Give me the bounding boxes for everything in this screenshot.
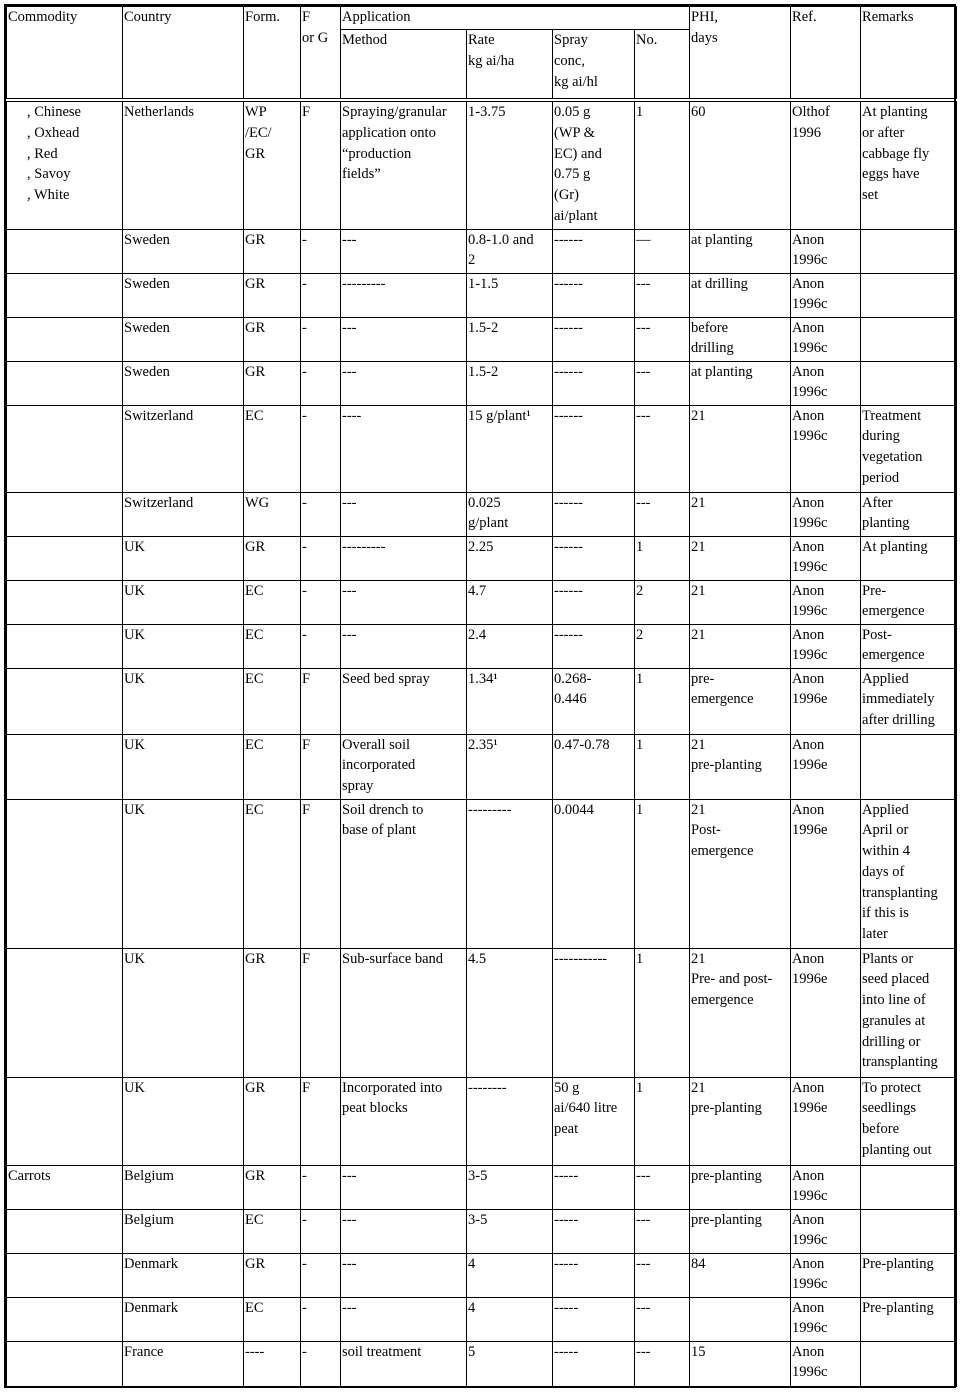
cell-rate: 4	[467, 1253, 553, 1297]
cell-no: 2	[635, 580, 690, 624]
table-row	[7, 1165, 957, 1209]
cell-rate: 0.025 g/plant	[467, 492, 553, 536]
cell-remarks: Post- emergence	[861, 624, 957, 668]
cell-form: ----	[244, 1341, 301, 1386]
cell-no: ---	[635, 361, 690, 405]
cell-method: ---	[341, 1165, 467, 1209]
cell-ref: Anon 1996c	[791, 1253, 861, 1297]
cell-spray-conc: -----	[553, 1297, 635, 1341]
cell-no: ---	[635, 317, 690, 361]
cell-commodity	[7, 1253, 123, 1297]
cell-country: UK	[123, 624, 244, 668]
table-row	[7, 580, 957, 624]
table-row	[7, 1297, 957, 1341]
cell-no: ---	[635, 492, 690, 536]
cell-phi: at drilling	[690, 273, 791, 317]
cell-commodity	[7, 405, 123, 492]
cell-spray-conc: 0.05 g (WP & EC) and 0.75 g (Gr) ai/plant	[553, 100, 635, 229]
cell-method: ---	[341, 317, 467, 361]
table-row	[7, 361, 957, 405]
cell-country: UK	[123, 948, 244, 1077]
header-method: Method	[341, 30, 467, 101]
cell-method: ---	[341, 580, 467, 624]
header-no: No.	[635, 30, 690, 101]
cell-commodity	[7, 1297, 123, 1341]
cell-ref: Anon 1996c	[791, 580, 861, 624]
table-row	[7, 492, 957, 536]
cell-country: Denmark	[123, 1253, 244, 1297]
table-row	[7, 317, 957, 361]
cell-f-or-g: -	[301, 273, 341, 317]
cell-f-or-g: -	[301, 536, 341, 580]
cell-remarks: Pre- emergence	[861, 580, 957, 624]
cell-f-or-g: -	[301, 405, 341, 492]
cell-phi: 21 Post- emergence	[690, 799, 791, 948]
cell-f-or-g: -	[301, 1209, 341, 1253]
cell-remarks	[861, 317, 957, 361]
cell-remarks: Treatment during vegetation period	[861, 405, 957, 492]
cell-phi: before drilling	[690, 317, 791, 361]
cell-spray-conc: -----	[553, 1253, 635, 1297]
cell-country: Switzerland	[123, 492, 244, 536]
cell-country: Sweden	[123, 317, 244, 361]
table-row	[7, 1077, 957, 1165]
cell-form: EC	[244, 1209, 301, 1253]
cell-method: Overall soil incorporated spray	[341, 734, 467, 799]
cell-spray-conc: ------	[553, 624, 635, 668]
table-row	[7, 536, 957, 580]
cell-remarks: After planting	[861, 492, 957, 536]
header-f-or-g: F or G	[301, 7, 341, 101]
cell-method: soil treatment	[341, 1341, 467, 1386]
cell-commodity	[7, 668, 123, 734]
cell-remarks: Applied immediately after drilling	[861, 668, 957, 734]
cell-form: GR	[244, 273, 301, 317]
cell-no: 1	[635, 100, 690, 229]
cell-remarks	[861, 229, 957, 273]
cell-spray-conc: ------	[553, 273, 635, 317]
cell-method: ---	[341, 624, 467, 668]
cell-phi: 21 pre-planting	[690, 734, 791, 799]
cell-phi: pre-planting	[690, 1165, 791, 1209]
cell-form: GR	[244, 229, 301, 273]
cell-commodity	[7, 492, 123, 536]
cell-commodity	[7, 799, 123, 948]
cell-rate: 0.8-1.0 and 2	[467, 229, 553, 273]
cell-remarks: Pre-planting	[861, 1253, 957, 1297]
cell-f-or-g: F	[301, 799, 341, 948]
cell-no: 1	[635, 734, 690, 799]
cell-country: Sweden	[123, 361, 244, 405]
application-table	[6, 6, 957, 1387]
cell-form: GR	[244, 1077, 301, 1165]
cell-spray-conc: ------	[553, 317, 635, 361]
cell-f-or-g: -	[301, 1253, 341, 1297]
cell-method: ---	[341, 1297, 467, 1341]
cell-rate: 4	[467, 1297, 553, 1341]
cell-method: ---	[341, 1253, 467, 1297]
cell-f-or-g: -	[301, 624, 341, 668]
table-row	[7, 229, 957, 273]
table-row	[7, 734, 957, 799]
header-rate: Rate kg ai/ha	[467, 30, 553, 101]
cell-phi: at planting	[690, 361, 791, 405]
cell-remarks	[861, 1165, 957, 1209]
cell-ref: Anon 1996e	[791, 799, 861, 948]
cell-method: Soil drench to base of plant	[341, 799, 467, 948]
cell-f-or-g: -	[301, 1341, 341, 1386]
cell-country: Switzerland	[123, 405, 244, 492]
cell-phi: 21	[690, 492, 791, 536]
cell-form: GR	[244, 361, 301, 405]
cell-f-or-g: F	[301, 1077, 341, 1165]
cell-rate: 3-5	[467, 1209, 553, 1253]
cell-form: EC	[244, 668, 301, 734]
cell-no: 1	[635, 948, 690, 1077]
cell-phi: 21	[690, 624, 791, 668]
cell-phi	[690, 1297, 791, 1341]
cell-ref: Anon 1996c	[791, 1165, 861, 1209]
cell-no: 2	[635, 624, 690, 668]
header-country: Country	[123, 7, 244, 101]
cell-country: France	[123, 1341, 244, 1386]
cell-rate: 1-3.75	[467, 100, 553, 229]
cell-phi: 15	[690, 1341, 791, 1386]
cell-rate: 1.5-2	[467, 361, 553, 405]
cell-method: ---	[341, 1209, 467, 1253]
cell-rate: 1-1.5	[467, 273, 553, 317]
cell-form: EC	[244, 624, 301, 668]
cell-phi: 21	[690, 580, 791, 624]
cell-remarks	[861, 361, 957, 405]
cell-phi: pre-planting	[690, 1209, 791, 1253]
cell-commodity	[7, 361, 123, 405]
cell-country: UK	[123, 536, 244, 580]
table-row	[7, 1253, 957, 1297]
header-remarks: Remarks	[861, 7, 957, 101]
cell-phi: 21 pre-planting	[690, 1077, 791, 1165]
cell-country: Sweden	[123, 273, 244, 317]
cell-ref: Anon 1996c	[791, 624, 861, 668]
cell-ref: Anon 1996c	[791, 361, 861, 405]
table-header	[7, 7, 957, 101]
cell-ref: Anon 1996c	[791, 1341, 861, 1386]
cell-form: EC	[244, 734, 301, 799]
cell-no: —	[635, 229, 690, 273]
table-row	[7, 948, 957, 1077]
header-spray-conc: Spray conc, kg ai/hl	[553, 30, 635, 101]
cell-rate: ---------	[467, 799, 553, 948]
cell-phi: 84	[690, 1253, 791, 1297]
cell-commodity	[7, 536, 123, 580]
cell-commodity	[7, 624, 123, 668]
cell-rate: --------	[467, 1077, 553, 1165]
table-body	[7, 100, 957, 1386]
cell-phi: 21	[690, 536, 791, 580]
cell-no: 1	[635, 1077, 690, 1165]
cell-phi: at planting	[690, 229, 791, 273]
table-row	[7, 624, 957, 668]
table-row	[7, 1341, 957, 1386]
cell-remarks: To protect seedlings before planting out	[861, 1077, 957, 1165]
cell-no: 1	[635, 799, 690, 948]
cell-form: EC	[244, 799, 301, 948]
cell-spray-conc: ------	[553, 492, 635, 536]
cell-f-or-g: F	[301, 668, 341, 734]
cell-rate: 2.35¹	[467, 734, 553, 799]
cell-ref: Anon 1996c	[791, 492, 861, 536]
cell-method: ---	[341, 229, 467, 273]
cell-country: Sweden	[123, 229, 244, 273]
cell-no: ---	[635, 1253, 690, 1297]
cell-rate: 15 g/plant¹	[467, 405, 553, 492]
cell-spray-conc: 0.268- 0.446	[553, 668, 635, 734]
cell-method: ---	[341, 361, 467, 405]
cell-method: ---	[341, 492, 467, 536]
cell-f-or-g: -	[301, 229, 341, 273]
cell-commodity: Carrots	[7, 1165, 123, 1209]
cell-remarks	[861, 1209, 957, 1253]
cell-f-or-g: -	[301, 1165, 341, 1209]
cell-f-or-g: -	[301, 580, 341, 624]
cell-form: WP /EC/ GR	[244, 100, 301, 229]
cell-f-or-g: F	[301, 948, 341, 1077]
cell-country: Belgium	[123, 1209, 244, 1253]
cell-f-or-g: F	[301, 100, 341, 229]
cell-phi: 60	[690, 100, 791, 229]
cell-spray-conc: -----	[553, 1165, 635, 1209]
cell-spray-conc: 0.0044	[553, 799, 635, 948]
cell-ref: Anon 1996e	[791, 734, 861, 799]
cell-form: WG	[244, 492, 301, 536]
table-row	[7, 1209, 957, 1253]
cell-country: Denmark	[123, 1297, 244, 1341]
cell-spray-conc: -----	[553, 1209, 635, 1253]
cell-country: UK	[123, 1077, 244, 1165]
header-phi: PHI, days	[690, 7, 791, 101]
cell-spray-conc: ------	[553, 229, 635, 273]
cell-rate: 4.5	[467, 948, 553, 1077]
cell-phi: pre- emergence	[690, 668, 791, 734]
cell-phi: 21 Pre- and post- emergence	[690, 948, 791, 1077]
cell-form: GR	[244, 948, 301, 1077]
cell-commodity: , Chinese , Oxhead , Red , Savoy , White	[7, 100, 123, 229]
cell-spray-conc: -----------	[553, 948, 635, 1077]
cell-spray-conc: ------	[553, 580, 635, 624]
cell-no: ---	[635, 1165, 690, 1209]
cell-ref: Anon 1996c	[791, 405, 861, 492]
cell-rate: 2.25	[467, 536, 553, 580]
cell-no: 1	[635, 536, 690, 580]
cell-spray-conc: ------	[553, 536, 635, 580]
cell-remarks	[861, 1341, 957, 1386]
table-row	[7, 273, 957, 317]
cell-no: ---	[635, 1341, 690, 1386]
table-row	[7, 799, 957, 948]
cell-form: GR	[244, 1165, 301, 1209]
cell-ref: Anon 1996e	[791, 668, 861, 734]
header-form: Form.	[244, 7, 301, 101]
cell-form: GR	[244, 536, 301, 580]
cell-country: UK	[123, 580, 244, 624]
header-application: Application	[341, 7, 690, 30]
cell-commodity	[7, 1209, 123, 1253]
cell-f-or-g: -	[301, 492, 341, 536]
table-row	[7, 405, 957, 492]
cell-form: EC	[244, 1297, 301, 1341]
cell-commodity	[7, 1341, 123, 1386]
cell-no: ---	[635, 1209, 690, 1253]
cell-ref: Anon 1996c	[791, 273, 861, 317]
cell-ref: Olthof 1996	[791, 100, 861, 229]
cell-ref: Anon 1996c	[791, 536, 861, 580]
cell-ref: Anon 1996c	[791, 1209, 861, 1253]
cell-f-or-g: -	[301, 317, 341, 361]
cell-rate: 5	[467, 1341, 553, 1386]
cell-spray-conc: 50 g ai/640 litre peat	[553, 1077, 635, 1165]
cell-rate: 1.34¹	[467, 668, 553, 734]
cell-spray-conc: -----	[553, 1341, 635, 1386]
cell-rate: 2.4	[467, 624, 553, 668]
cell-method: Sub-surface band	[341, 948, 467, 1077]
cell-spray-conc: 0.47-0.78	[553, 734, 635, 799]
cell-no: ---	[635, 405, 690, 492]
cell-rate: 1.5-2	[467, 317, 553, 361]
cell-no: ---	[635, 273, 690, 317]
cell-spray-conc: ------	[553, 361, 635, 405]
cell-ref: Anon 1996e	[791, 948, 861, 1077]
cell-method: ----	[341, 405, 467, 492]
cell-method: ---------	[341, 536, 467, 580]
table-row	[7, 100, 957, 229]
cell-remarks	[861, 734, 957, 799]
cell-method: Seed bed spray	[341, 668, 467, 734]
cell-form: GR	[244, 1253, 301, 1297]
cell-method: Spraying/granular application onto “production fields”	[341, 100, 467, 229]
cell-country: UK	[123, 734, 244, 799]
cell-f-or-g: -	[301, 1297, 341, 1341]
cell-spray-conc: ------	[553, 405, 635, 492]
cell-remarks: Plants or seed placed into line of granules at drilling or transplanting	[861, 948, 957, 1077]
cell-rate: 4.7	[467, 580, 553, 624]
cell-country: Belgium	[123, 1165, 244, 1209]
cell-commodity	[7, 734, 123, 799]
table-row	[7, 668, 957, 734]
cell-form: EC	[244, 580, 301, 624]
cell-form: EC	[244, 405, 301, 492]
header-ref: Ref.	[791, 7, 861, 101]
cell-country: UK	[123, 668, 244, 734]
cell-ref: Anon 1996c	[791, 317, 861, 361]
cell-commodity	[7, 948, 123, 1077]
cell-remarks	[861, 273, 957, 317]
cell-commodity	[7, 1077, 123, 1165]
cell-remarks: Pre-planting	[861, 1297, 957, 1341]
cell-method: Incorporated into peat blocks	[341, 1077, 467, 1165]
cell-no: 1	[635, 668, 690, 734]
cell-form: GR	[244, 317, 301, 361]
cell-ref: Anon 1996c	[791, 229, 861, 273]
cell-ref: Anon 1996e	[791, 1077, 861, 1165]
cell-commodity	[7, 229, 123, 273]
cell-commodity	[7, 580, 123, 624]
cell-f-or-g: F	[301, 734, 341, 799]
cell-commodity	[7, 317, 123, 361]
cell-commodity	[7, 273, 123, 317]
cell-ref: Anon 1996c	[791, 1297, 861, 1341]
cell-remarks: Applied April or within 4 days of transplanting if this is later	[861, 799, 957, 948]
header-commodity: Commodity	[7, 7, 123, 101]
cell-f-or-g: -	[301, 361, 341, 405]
cell-method: ---------	[341, 273, 467, 317]
cell-country: Netherlands	[123, 100, 244, 229]
cell-remarks: At planting or after cabbage fly eggs have set	[861, 100, 957, 229]
cell-no: ---	[635, 1297, 690, 1341]
cell-country: UK	[123, 799, 244, 948]
cell-phi: 21	[690, 405, 791, 492]
cell-rate: 3-5	[467, 1165, 553, 1209]
cell-remarks: At planting	[861, 536, 957, 580]
